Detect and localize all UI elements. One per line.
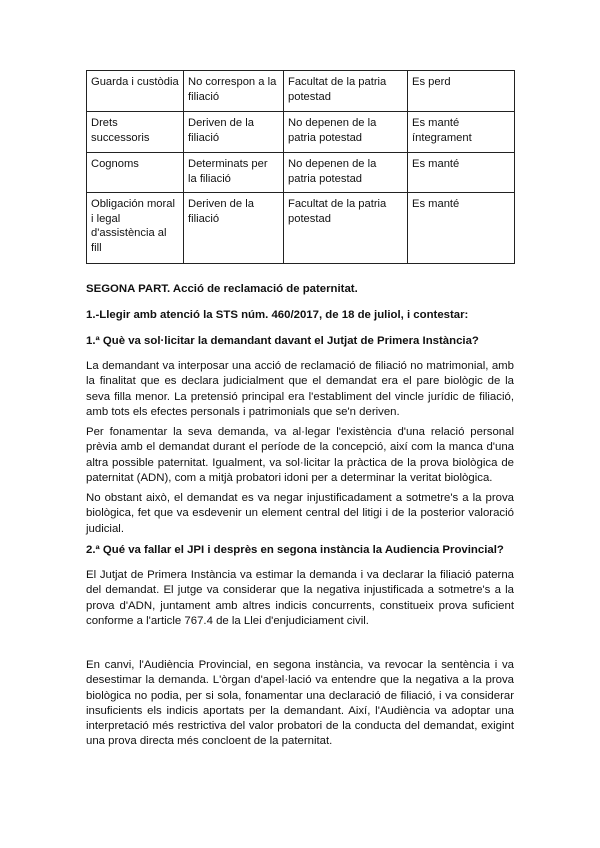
- table-cell: Deriven de la filiació: [184, 193, 284, 264]
- question-1-paragraph-2: Per fonamentar la seva demanda, va al·legar l'existència d'una relació personal prèvia amb el demandat durant el període de la concepció, així com la manca d'una altra possible paternitat. Igualment, va sol·licitar la pràctica de la prova biològica de paternitat (ADN), com a mitjà probatori idoni per a determinar la veritat biològica.: [86, 426, 514, 484]
- table-row: [87, 193, 515, 264]
- filiation-effects-table: [86, 70, 515, 264]
- table-cell: Es manté: [408, 193, 515, 264]
- table-cell: Es manté íntegrament: [408, 112, 515, 153]
- question-2-paragraph-1: El Jutjat de Primera Instància va estimar la demanda i va declarar la filiació paterna del demandat. El jutge va considerar que la negativa injustificada a sotmetre's a la prova d'ADN, juntament amb altres indicis concurrents, constitueix prova suficient conforme a l'article 767.4 de la Llei d'enjudiciament civil.: [86, 569, 514, 627]
- question-1-paragraph-1: La demandant va interposar una acció de reclamació de filiació no matrimonial, amb la finalitat que es declara judicialment que el demandat era el pare biològic de la seva filla menor. La pretensió principal era l'establiment del vincle jurídic de filiació, amb tots els efectes personals i patrimonials que se'n deriven.: [86, 360, 514, 418]
- table-cell: Deriven de la filiació: [184, 112, 284, 153]
- table-cell: Facultat de la patria potestad: [284, 193, 408, 264]
- table-row: [87, 71, 515, 112]
- instruction-heading: 1.-Llegir amb atenció la STS núm. 460/2017, de 18 de juliol, i contestar:: [86, 309, 469, 321]
- table-cell: Facultat de la patria potestad: [284, 71, 408, 112]
- question-1-paragraph-3: No obstant això, el demandat es va negar injustificadament a sotmetre's a la prova biològica, fet que va esdevenir un element central del litigi i de la posterior valoració judicial.: [86, 492, 514, 535]
- table-cell: Cognoms: [87, 153, 184, 193]
- question-2-paragraph-2: En canvi, l'Audiència Provincial, en segona instància, va revocar la sentència i va desestimar la demanda. L'òrgan d'apel·lació va entendre que la negativa a la prova biològica no podia, per si sola, fonamentar una declaració de filiació, i va considerar insuficients els indicis aportats per la demandant. Així, l'Audiència va adoptar una interpretació més restrictiva del valor probatori de la conducta del demandat, exigint una prova directa més concloent de la paternitat.: [86, 659, 514, 748]
- table-cell: Es perd: [408, 71, 515, 112]
- table-cell: No correspon a la filiació: [184, 71, 284, 112]
- table-row: [87, 153, 515, 193]
- table-cell: Drets successoris: [87, 112, 184, 153]
- table-cell: Es manté: [408, 153, 515, 193]
- table-row: [87, 112, 515, 153]
- question-1-heading: 1.ª Què va sol·licitar la demandant davant el Jutjat de Primera Instància?: [86, 335, 479, 347]
- question-2-heading: 2.ª Qué va fallar el JPI i desprès en segona instància la Audiencia Provincial?: [86, 544, 504, 556]
- section-title: SEGONA PART. Acció de reclamació de paternitat.: [86, 283, 358, 295]
- table-cell: Obligación moral i legal d'assistència al fill: [87, 193, 184, 264]
- table-cell: Guarda i custòdia: [87, 71, 184, 112]
- table-cell: No depenen de la patria potestad: [284, 153, 408, 193]
- table-cell: Determinats per la filiació: [184, 153, 284, 193]
- table-cell: No depenen de la patria potestad: [284, 112, 408, 153]
